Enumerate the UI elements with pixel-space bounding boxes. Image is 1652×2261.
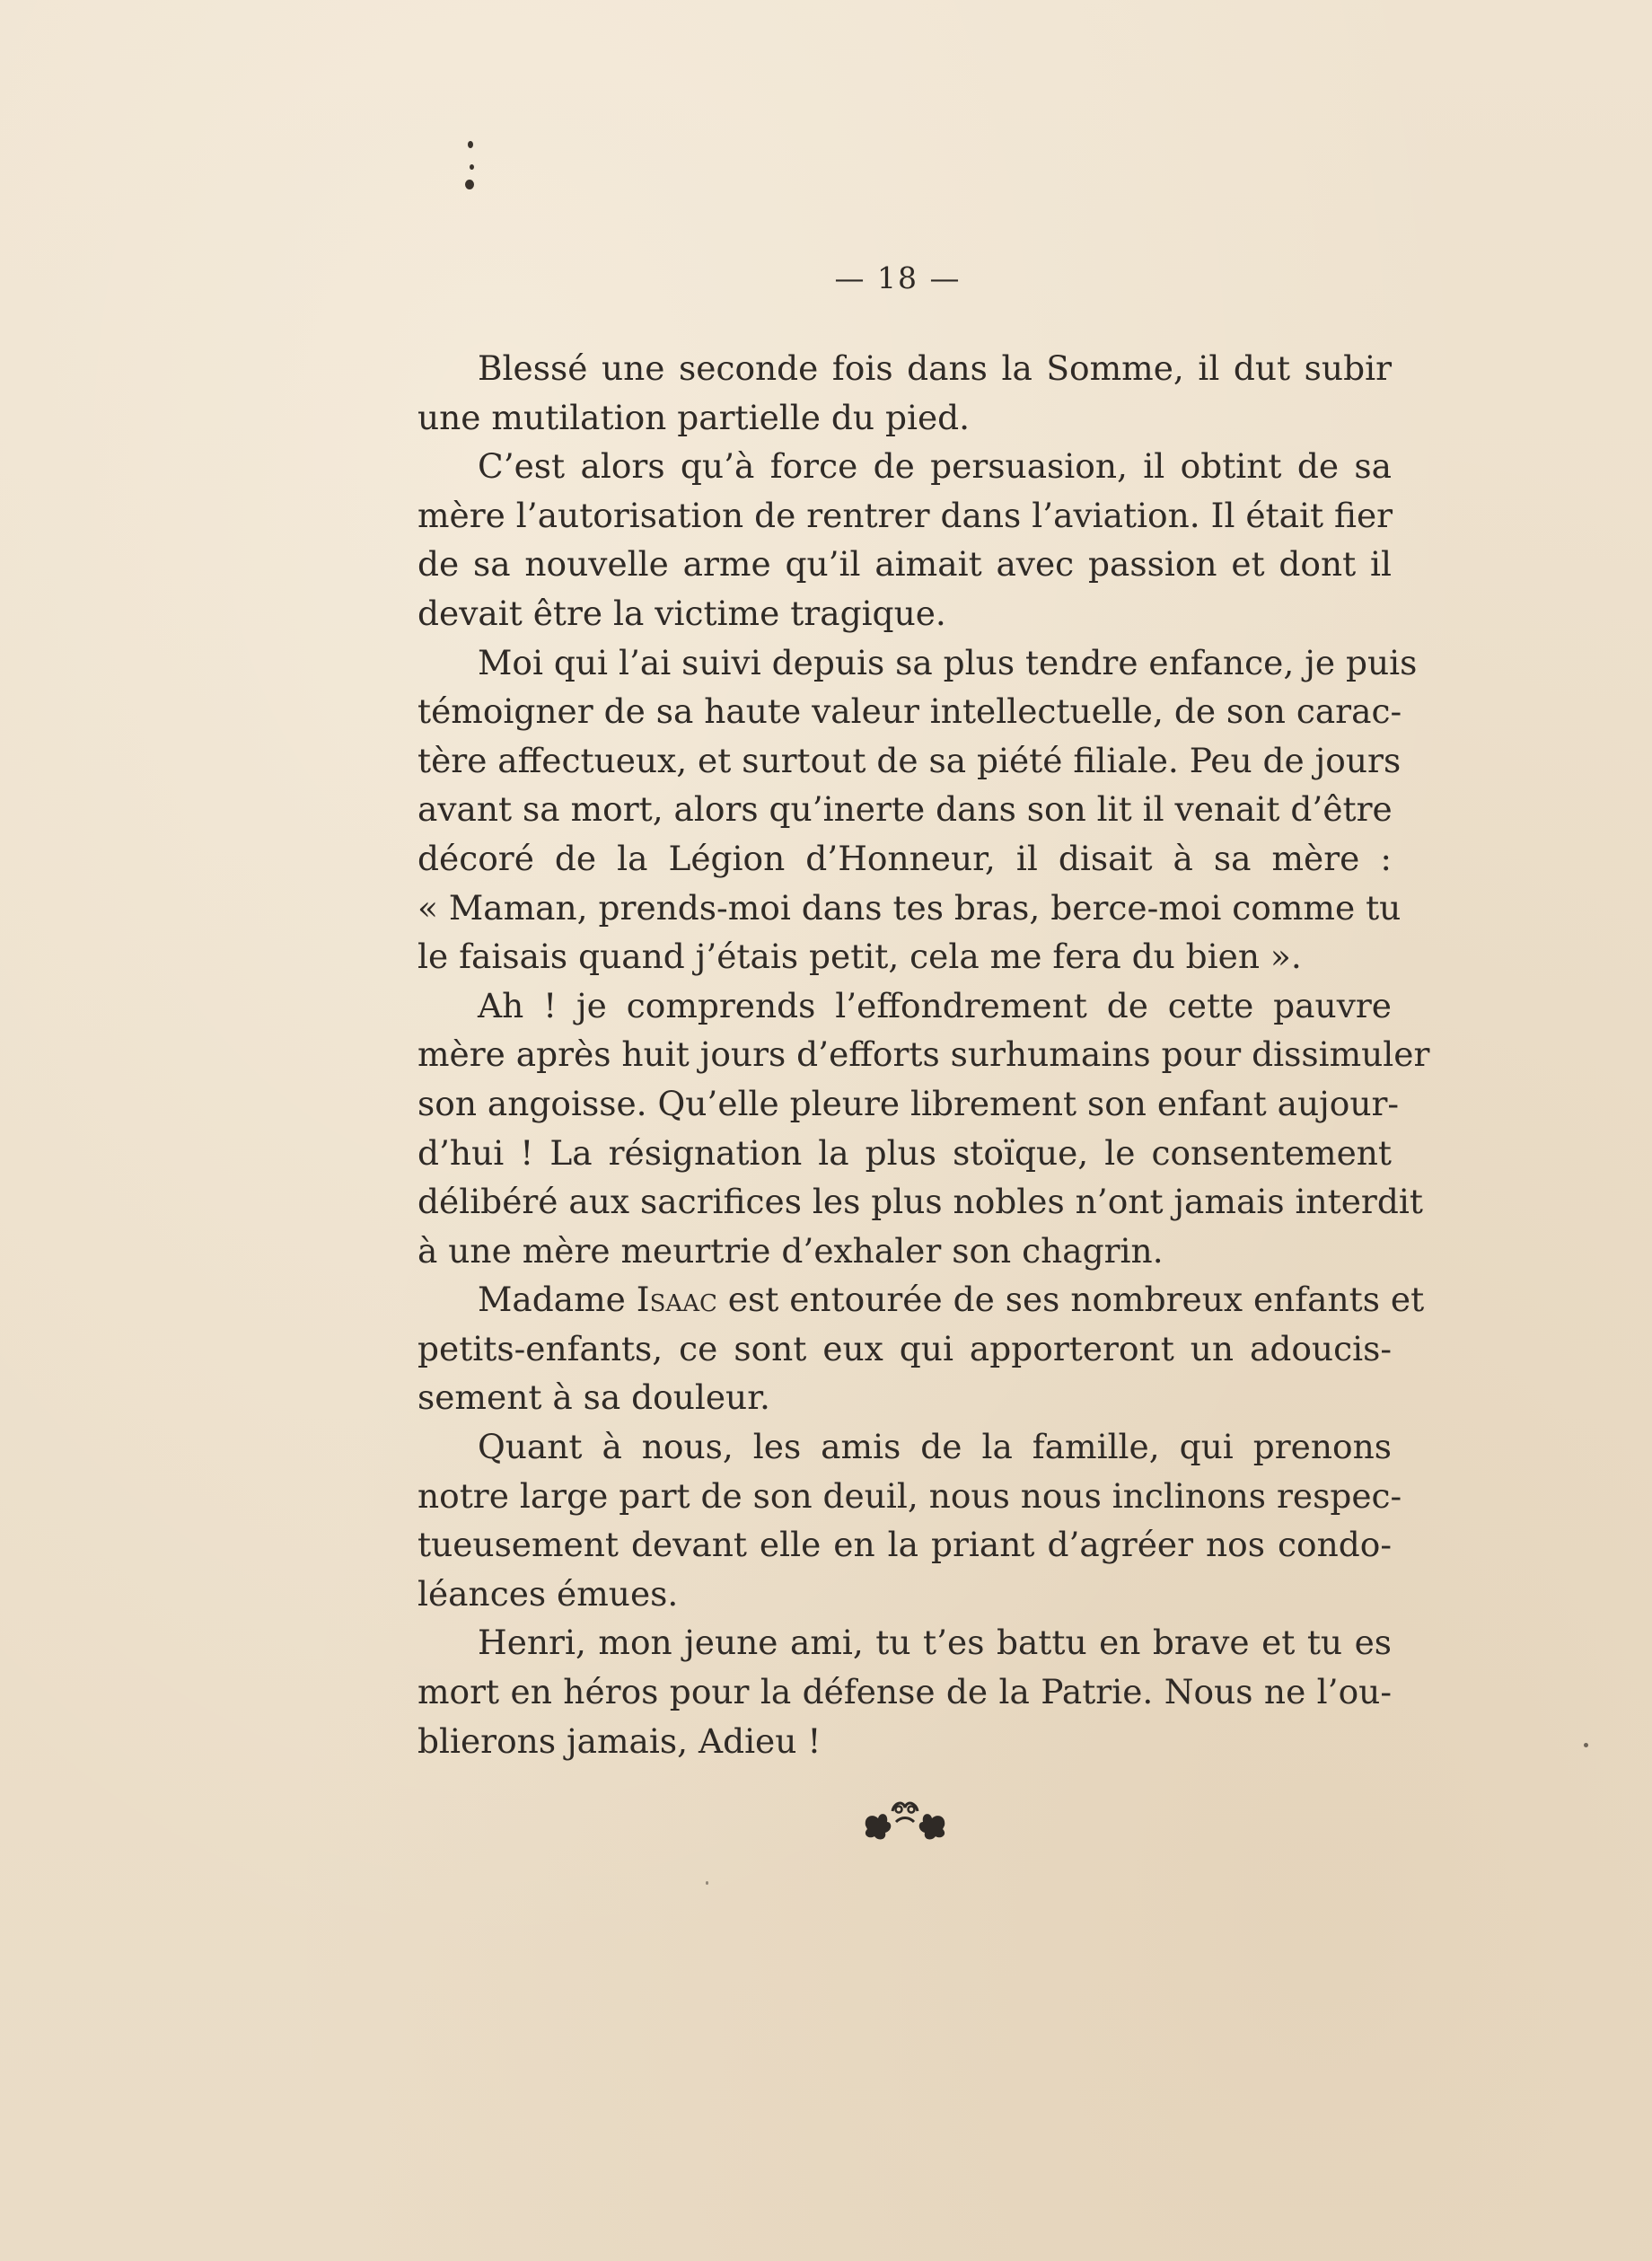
- fleuron-ornament-icon: [860, 1791, 950, 1845]
- text-line: tueusement devant elle en la priant d’agréer nos condo-: [417, 1525, 1392, 1565]
- text-line: à une mère meurtrie d’exhaler son chagrin.: [417, 1230, 1164, 1271]
- text-line: avant sa mort, alors qu’inerte dans son lit il venait d’être: [417, 789, 1393, 830]
- text-line: devait être la victime tragique.: [417, 593, 946, 633]
- text-line: « Maman, prends-moi dans tes bras, berce-moi comme tu: [417, 887, 1402, 928]
- text-fragment: est entourée de ses nombreux enfants et: [716, 1280, 1425, 1320]
- ink-speck: [468, 141, 473, 148]
- text-line: tère affectueux, et surtout de sa piété filiale. Peu de jours: [417, 740, 1402, 780]
- text-line: mère après huit jours d’efforts surhumains pour dissimuler: [417, 1034, 1430, 1075]
- text-line: son angoisse. Qu’elle pleure librement son enfant aujour-: [417, 1083, 1400, 1123]
- ink-speck: [706, 1881, 708, 1885]
- text-line: blierons jamais, Adieu !: [417, 1720, 822, 1761]
- text-line: témoigner de sa haute valeur intellectuelle, de son carac-: [417, 691, 1402, 732]
- text-line: petits-enfants, ce sont eux qui apporteront un adoucis-: [417, 1328, 1392, 1368]
- page-number: — 18 —: [834, 260, 962, 295]
- text-line: délibéré aux sacrifices les plus nobles n’ont jamais interdit: [417, 1182, 1423, 1222]
- ink-speck: [470, 164, 474, 170]
- text-line: mort en héros pour la défense de la Patrie. Nous ne l’ou-: [417, 1672, 1392, 1712]
- text-line: d’hui ! La résignation la plus stoïque, le consentement: [417, 1132, 1392, 1173]
- text-line: sement à sa douleur.: [417, 1377, 770, 1418]
- text-fragment: Madame: [478, 1280, 637, 1320]
- text-line: le faisais quand j’étais petit, cela me fera du bien ».: [417, 937, 1302, 977]
- text-line: C’est alors qu’à force de persuasion, il obtint de sa: [478, 446, 1392, 487]
- text-line: décoré de la Légion d’Honneur, il disait à sa mère :: [417, 838, 1392, 878]
- text-line: Quant à nous, les amis de la famille, qui prenons: [478, 1427, 1392, 1467]
- text-line: [417, 1275, 1425, 1324]
- text-line: Ah ! je comprends l’effondrement de cette pauvre: [478, 985, 1392, 1025]
- text-line: Moi qui l’ai suivi depuis sa plus tendre enfance, je puis: [478, 642, 1418, 682]
- text-line: léances émues.: [417, 1573, 679, 1614]
- text-line: Blessé une seconde fois dans la Somme, il dut subir: [478, 348, 1392, 388]
- text-line: une mutilation partielle du pied.: [417, 397, 971, 437]
- text-line: notre large part de son deuil, nous nous inclinons respec-: [417, 1475, 1402, 1516]
- text-line: de sa nouvelle arme qu’il aimait avec passion et dont il: [417, 544, 1392, 585]
- text-line: Henri, mon jeune ami, tu t’es battu en brave et tu es: [478, 1623, 1392, 1663]
- person-name: Isaac: [636, 1280, 717, 1320]
- ink-speck: [1584, 1743, 1588, 1747]
- text-line: mère l’autorisation de rentrer dans l’aviation. Il était fier: [417, 495, 1393, 535]
- ink-speck: [465, 180, 474, 189]
- body-text: [417, 344, 1430, 1765]
